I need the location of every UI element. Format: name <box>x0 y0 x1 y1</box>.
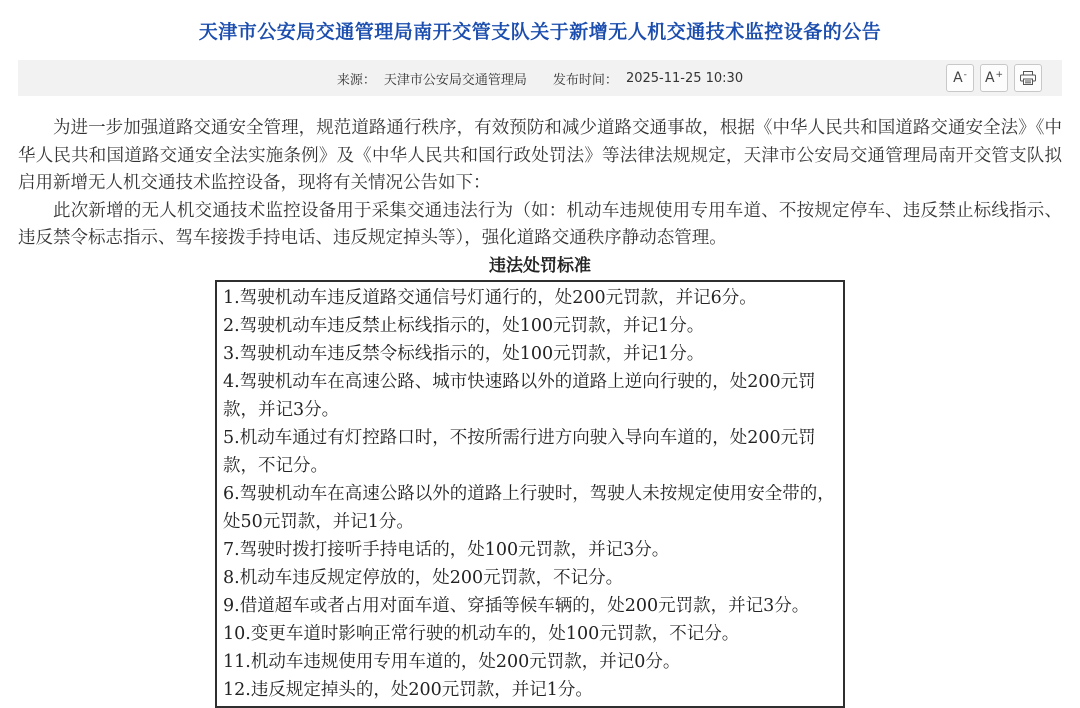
penalty-item: 10.变更车道时影响正常行驶的机动车的，处100元罚款，不记分。 <box>223 623 740 644</box>
meta-bar <box>18 60 1062 96</box>
penalty-standards-box <box>215 280 845 708</box>
font-increase-button[interactable] <box>980 64 1008 92</box>
penalty-item: 8.机动车违反规定停放的，处200元罚款，不记分。 <box>223 567 624 588</box>
source-label: 来源： <box>336 72 376 88</box>
font-increase-label: A <box>984 70 995 86</box>
font-decrease-label: A <box>953 70 963 86</box>
penalty-item: 3.驾驶机动车违反禁令标线指示的，处100元罚款，并记1分。 <box>223 343 705 364</box>
penalty-item: 9.借道超车或者占用对面车道、穿插等候车辆的，处200元罚款，并记3分。 <box>223 595 810 616</box>
penalty-item: 11.机动车违规使用专用车道的，处200元罚款，并记0分。 <box>223 651 681 672</box>
font-decrease-button[interactable] <box>946 64 974 92</box>
article-body <box>18 115 1062 253</box>
publish-time-label: 发布时间： <box>552 72 618 88</box>
penalty-item: 5.机动车通过有灯控路口时，不按所需行进方向驶入导向车道的，处200元罚款，不记分。 <box>223 427 816 476</box>
print-button[interactable] <box>1014 64 1042 92</box>
paragraph: 为进一步加强道路交通安全管理，规范道路通行秩序，有效预防和减少道路交通事故，根据《中华人民共和国道路交通安全法》《中华人民共和国道路交通安全法实施条例》及《中华人民共和国行政处罚法》等法律法规规定，天津市公安局交通管理局南开交管支队拟启用新增无人机交通技术监控设备，现将有关情况公告如下： <box>18 118 1062 193</box>
font-increase-sign: + <box>995 69 1004 80</box>
penalty-item: 4.驾驶机动车在高速公路、城市快速路以外的道路上逆向行驶的，处200元罚款，并记3分。 <box>223 371 816 420</box>
publish-time-value: 2025-11-25 10:30 <box>625 70 744 86</box>
penalty-item: 12.违反规定掉头的，处200元罚款，并记1分。 <box>223 679 593 700</box>
printer-icon <box>1020 71 1036 85</box>
source-value: 天津市公安局交通管理局 <box>383 72 527 88</box>
penalty-item: 1.驾驶机动车违反道路交通信号灯通行的，处200元罚款，并记6分。 <box>223 287 757 308</box>
penalty-standards-heading: 违法处罚标准 <box>489 255 591 276</box>
font-decrease-sign: - <box>963 69 967 80</box>
paragraph: 此次新增的无人机交通技术监控设备用于采集交通违法行为（如：机动车违规使用专用车道、不按规定停车、违反禁止标线指示、违反禁令标志指示、驾车接拨手持电话、违反规定掉头等），强化道路交通秩序静动态管理。 <box>18 200 1062 248</box>
meta-info <box>18 60 1062 96</box>
penalty-list <box>223 284 837 704</box>
penalty-item: 2.驾驶机动车违反禁止标线指示的，处100元罚款，并记1分。 <box>223 315 705 336</box>
penalty-item: 7.驾驶时拨打接听手持电话的，处100元罚款，并记3分。 <box>223 539 670 560</box>
page-title: 天津市公安局交通管理局南开交管支队关于新增无人机交通技术监控设备的公告 <box>198 21 882 43</box>
font-print-toolbar <box>946 64 1042 92</box>
penalty-item: 6.驾驶机动车在高速公路以外的道路上行驶时，驾驶人未按规定使用安全带的，处50元罚款，并记1分。 <box>223 483 835 532</box>
